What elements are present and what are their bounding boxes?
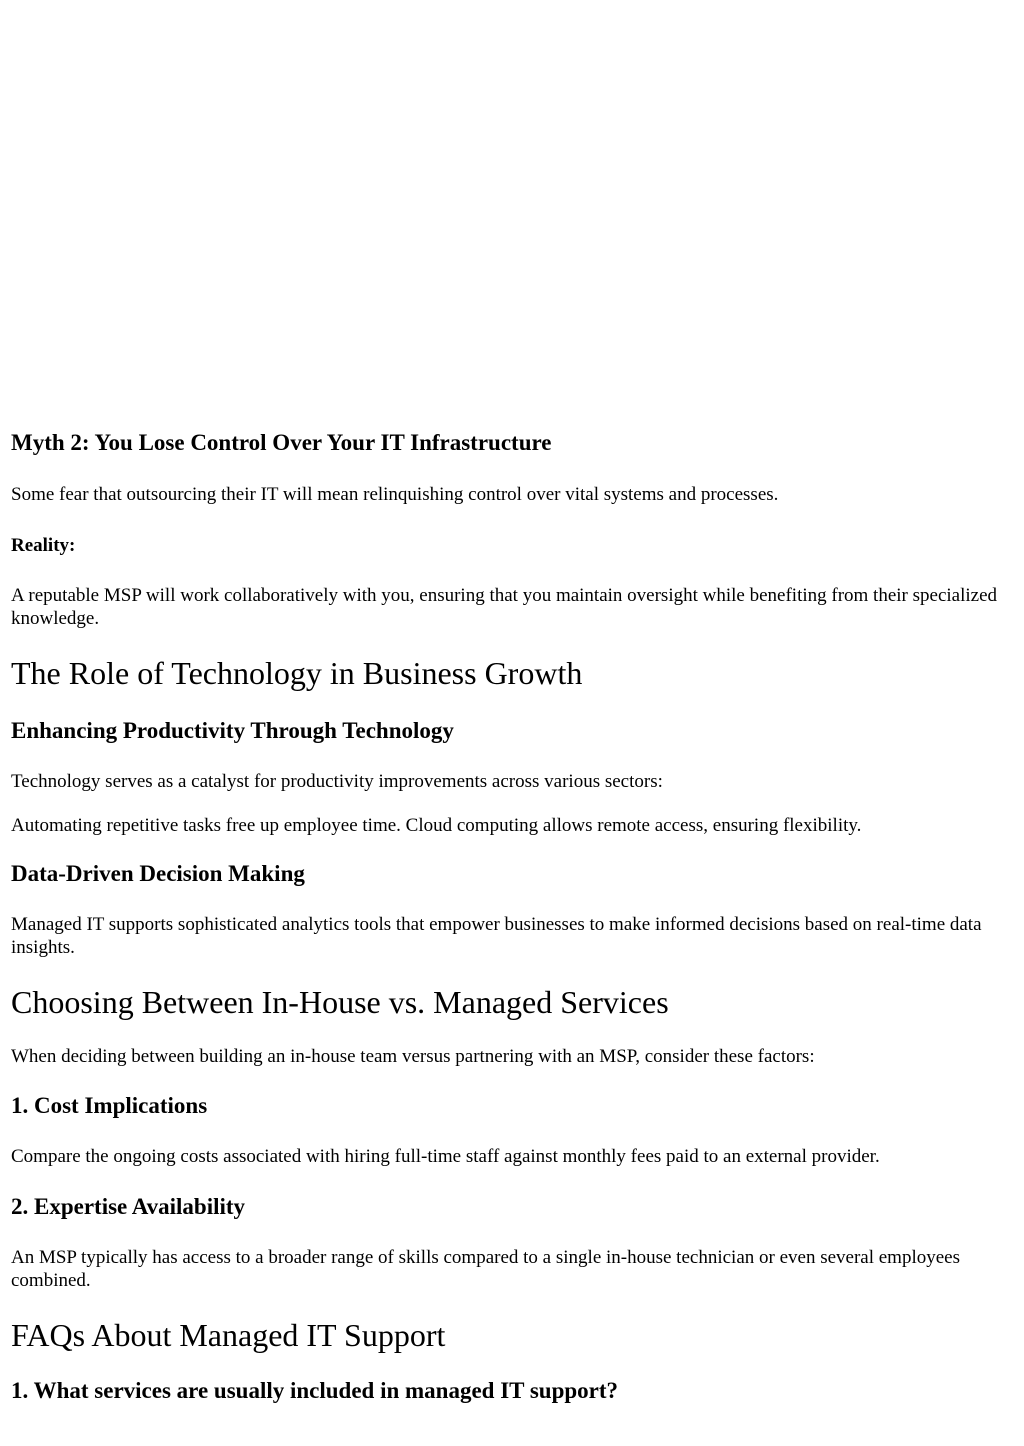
cost-body: Compare the ongoing costs associated with hiring full-time staff against monthly fees paid to an external provider. [11, 1146, 880, 1167]
expertise-heading: 2. Expertise Availability [11, 1194, 246, 1219]
faq-question-1: 1. What services are usually included in managed IT support? [11, 1378, 619, 1403]
productivity-body: Automating repetitive tasks free up employee time. Cloud computing allows remote access, ensuring flexibility. [11, 815, 862, 836]
productivity-intro: Technology serves as a catalyst for productivity improvements across various sectors: [11, 771, 663, 792]
choosing-heading: Choosing Between In-House vs. Managed Services [11, 984, 669, 1020]
data-driven-body: Managed IT supports sophisticated analytics tools that empower businesses to make informed decisions based on real-time data insights. [11, 914, 982, 958]
productivity-heading: Enhancing Productivity Through Technology [11, 718, 454, 743]
reality-label: Reality: [11, 535, 76, 556]
role-heading: The Role of Technology in Business Growth [11, 655, 583, 691]
choosing-intro: When deciding between building an in-house team versus partnering with an MSP, consider these factors: [11, 1046, 815, 1067]
myth2-heading: Myth 2: You Lose Control Over Your IT Infrastructure [11, 430, 552, 455]
data-driven-heading: Data-Driven Decision Making [11, 861, 305, 886]
expertise-body: An MSP typically has access to a broader range of skills compared to a single in-house technician or even several employees combined. [11, 1247, 960, 1291]
cost-heading: 1. Cost Implications [11, 1093, 208, 1118]
faq-heading: FAQs About Managed IT Support [11, 1317, 446, 1353]
reality-text: A reputable MSP will work collaboratively with you, ensuring that you maintain oversight while benefiting from their specialized knowledge. [11, 585, 998, 629]
myth2-intro: Some fear that outsourcing their IT will mean relinquishing control over vital systems and processes. [11, 484, 779, 505]
